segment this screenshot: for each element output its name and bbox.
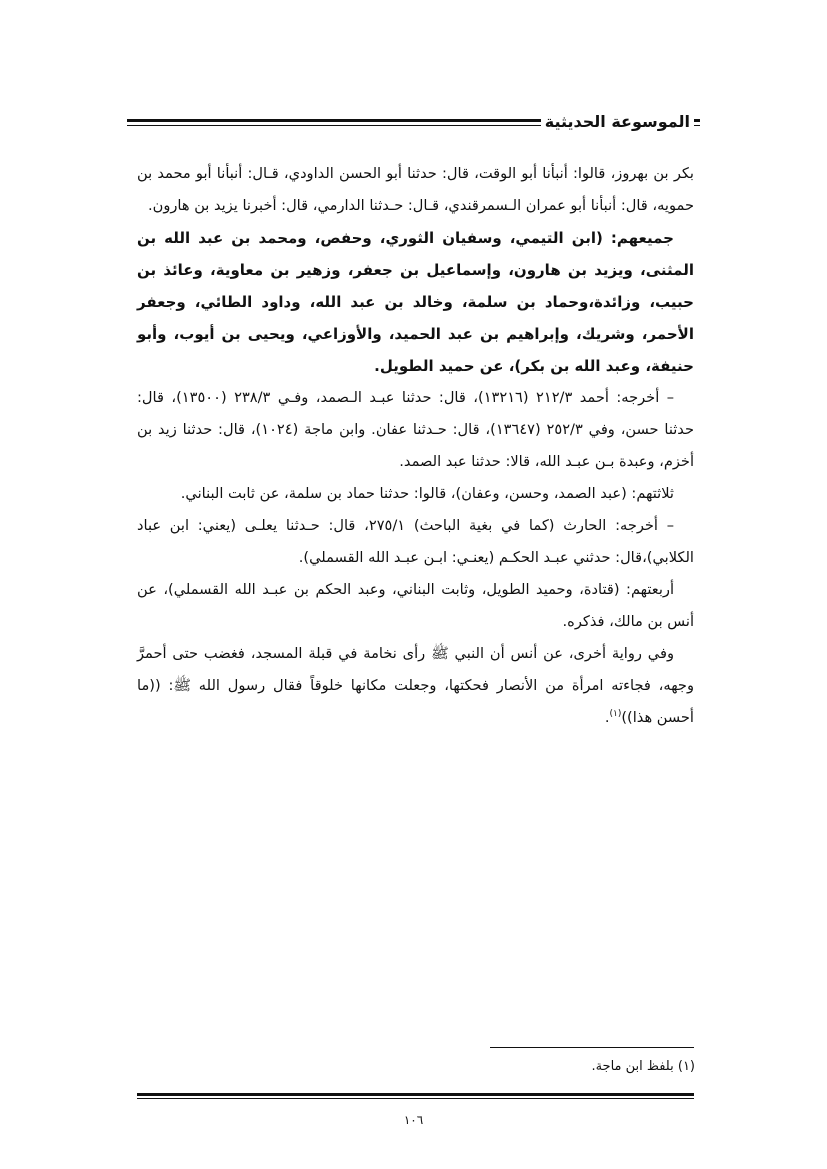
paragraph-takhrij-ahmad: – أخرجه: أحمد ٢١٢/٣ (١٣٢١٦)، قال: حدثنا عبـد الـصمد، وفـي ٢٣٨/٣ (١٣٥٠٠)، قال: حدثنا حسن، وفي ٢٥٢/٣ (١٣٦٤٧)، قال: حـدثنا عفان. وابن ماجة (١٠٢٤)، قال: حدثنا زيد بن أخزم، وعبدة بـن عبـد الله، قالا: حدثنا عبد الصمد. — [137, 389, 694, 470]
header-title: الموسوعة الحديثية — [544, 112, 690, 131]
main-text — [137, 158, 694, 734]
paragraph-takhrij-harith: – أخرجه: الحارث (كما في بغية الباحث) ٢٧٥/١، قال: حـدثنا يعلـى (يعني: ابن عباد الكلابي)،قال: حدثني عبـد الحكـم (يعنـي: ابـن عبـد الله القسملي). — [137, 517, 694, 566]
footnote: (١) بلفظ ابن ماجة. — [591, 1059, 695, 1074]
riwaya-text: وفي رواية أخرى، عن أنس أن النبي ﷺ رأى نخامة في قبلة المسجد، فغضب حتى أحمرَّ وجهه، فجاءته امرأة من الأنصار فحكتها، وجعلت مكانها خلوقاً فقال رسول الله ﷺ: ((ما أحسن هذا)) — [137, 645, 694, 726]
paragraph-jamiuhum: جميعهم: (ابن التيمي، وسفيان الثوري، وحفص، ومحمد بن عبد الله بن المثنى، ويزيد بن هارون، وإسماعيل بن جعفر، وزهير بن معاوية، وعائذ بن حبيب، وزائدة،وحماد بن سلمة، وخالد بن عبد الله، وداود الطائي، وجعفر الأحمر، وشريك، وإبراهيم بن عبد الحميد، والأوزاعي، ويحيى بن أيوب، وأبو حنيفة، وعبد الله بن بكر)، عن حميد الطويل. — [137, 229, 694, 375]
riwaya-tail: . — [604, 709, 610, 726]
header-rule-left — [127, 119, 541, 126]
paragraph-thalathatuhum: ثلاثتهم: (عبد الصمد، وحسن، وعفان)، قالوا: حدثنا حماد بن سلمة، عن ثابت البناني. — [180, 485, 674, 502]
header-rule-right — [694, 119, 700, 126]
footnote-reference: (١) — [609, 709, 622, 720]
paragraph-riwaya-ukhra — [137, 638, 694, 734]
bottom-rule — [137, 1093, 694, 1099]
paragraph-isnad-continuation: بكر بن بهروز، قالوا: أنبأنا أبو الوقت، قال: حدثنا أبو الحسن الداودي، قـال: أنبأنا أبو محمد بن حمويه، قال: أنبأنا أبو عمران الـسمرقندي، قـال: حـدثنا الدارمي، قال: أخبرنا يزيد بن هارون. — [137, 165, 694, 214]
footnote-separator — [490, 1047, 694, 1048]
paragraph-arbaatuhum: أربعتهم: (قتادة، وحميد الطويل، وثابت البناني، وعبد الحكم بن عبـد الله القسملي)، عن أنس بن مالك، فذكره. — [137, 581, 694, 630]
running-header — [127, 108, 700, 136]
page-number: ١٠٦ — [403, 1113, 424, 1127]
